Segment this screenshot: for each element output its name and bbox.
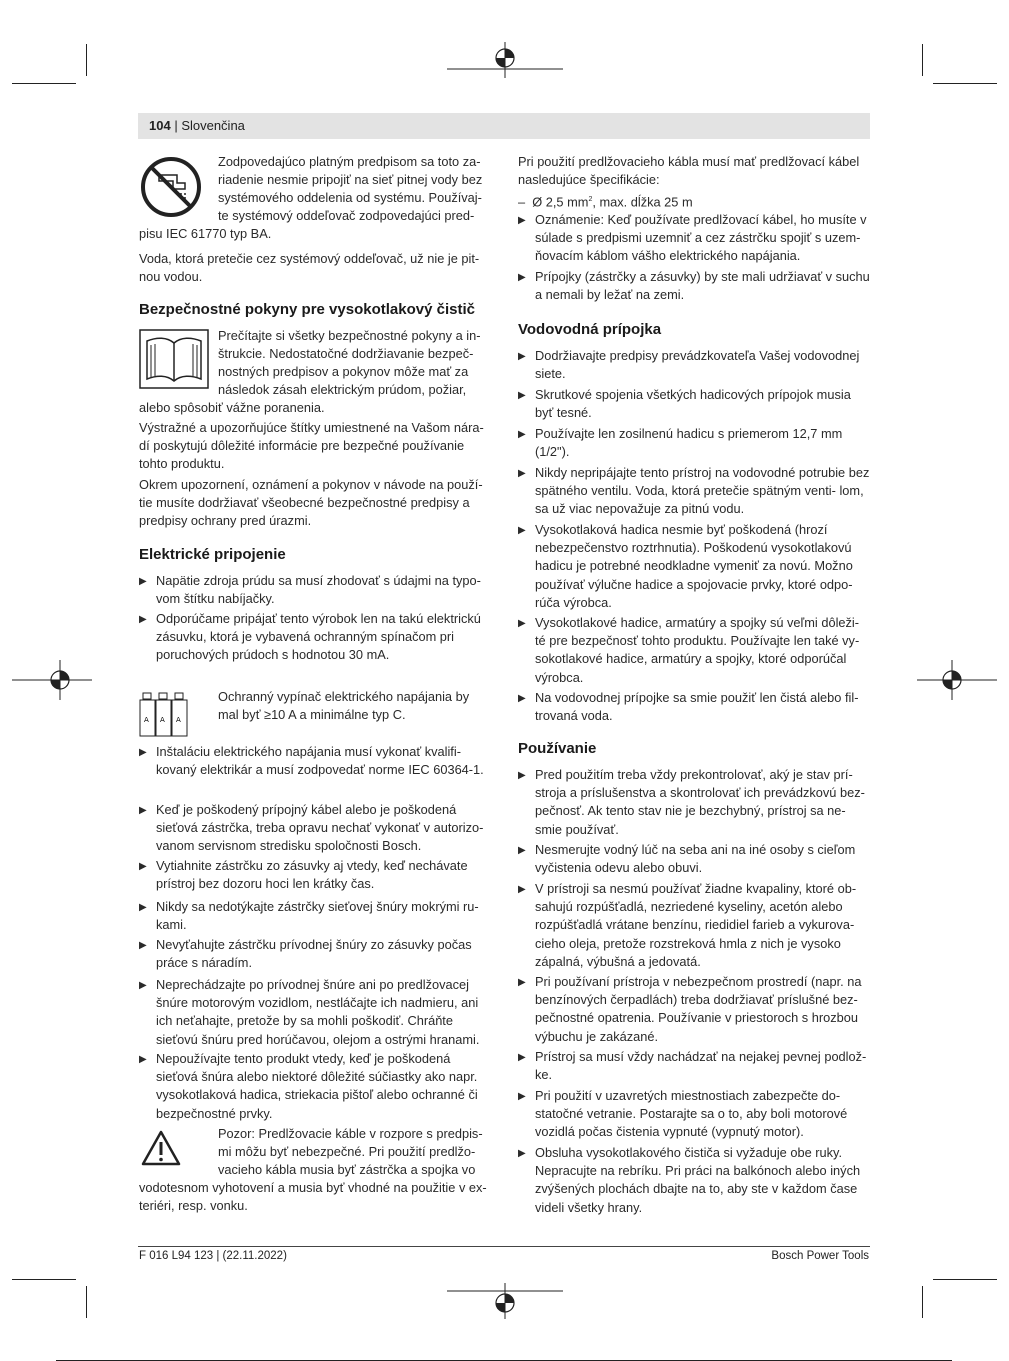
bullet-item: ▶ Pred použitím treba vždy prekontrolovať, aký je stav prí- stroja a príslušenstva a skontrolovať ich prevádzkovú bez- pečnosť. Ak tento stav nie je bezchybný, prístroj sa ne- smie používať. (518, 766, 870, 839)
bullet-item: ▶ Oznámenie: Keď používate predlžovací kábel, ho musíte v súlade s predpismi uzemniť a cez zástrčku spojiť s uzem- ňovacím káblom vášho elektrického napájania. (518, 211, 870, 266)
bullet-item: ▶ Na vodovodnej prípojke sa smie použiť len čistá alebo fil- trovaná voda. (518, 689, 870, 725)
bullet-item: ▶ Keď je poškodený prípojný kábel alebo je poškodená sieťová zástrčka, treba opravu nechať vykonať v autorizo- vanom servisnom stredisku spoločnosti Bosch. (139, 801, 491, 856)
bullet-item: ▶ Nepoužívajte tento produkt vtedy, keď je poškodená sieťová šnúra alebo niektoré dôležité súčiastky ako napr. vysokotlaková hadica, striekacia pištoľ alebo ochranné či bezpečnostné prvky. (139, 1050, 491, 1123)
breaker-label: A (160, 716, 165, 724)
crop-mark (933, 1279, 997, 1280)
labels-paragraph: Výstražné a upozorňujúce štítky umiestnené na Vašom nára- dí poskytujú dôležité informácie pre bezpečné používanie tohto produktu. (139, 420, 484, 472)
section-heading-water: Vodovodná prípojka (518, 321, 662, 338)
read-instructions-line: Prečítajte si všetky bezpečnostné pokyny a in- (218, 328, 481, 343)
warning-triangle-icon (141, 1130, 181, 1166)
bullet-item: ▶ Vytiahnite zástrčku zo zásuvky aj vtedy, keď nechávate prístroj bez dozoru hoci len krátky čas. (139, 857, 491, 893)
bullet-item: ▶ Obsluha vysokotlakového čističa si vyžaduje obe ruky. Nepracujte na rebríku. Pri práci na balkónoch alebo iných zvýšených plochách dbajte na to, aby ste v každom čase videli všetky hrany. (518, 1144, 870, 1217)
separator-water-paragraph: Voda, ktorá pretečie cez systémový oddeľovač, už nie je pit- nou vodou. (139, 251, 480, 285)
read-manual-icon (139, 329, 209, 389)
extension-cable-paragraph: Pri použití predlžovacieho kábla musí mať predlžovací kábel nasledujúce špecifikácie: (518, 154, 860, 188)
read-instructions-line: následok zásah elektrickým prúdom, požiar, (218, 382, 467, 397)
page-header: 104 | Slovenčina (149, 118, 245, 133)
footer-doc-id: F 016 L94 123 | (22.11.2022) (139, 1250, 287, 1262)
registration-mark-icon (12, 660, 92, 700)
bullet-item: ▶ Neprechádzajte po prívodnej šnúre ani po predlžovacej šnúre motorovým vozidlom, nestláčajte ich nadmieru, ani ich neťahajte, pretože by sa mohli poškodiť. Chráňte sieťovú šnúru pred horúčavou, olejom a ostrými hranami. (139, 976, 491, 1049)
circuit-breaker-icon (139, 692, 189, 738)
bullet-item: ▶ V prístroji sa nesmú používať žiadne kvapaliny, ktoré ob- sahujú rozpúšťadlá, nezriedené kyseliny, acetón alebo rozpúšťadlá vrátane benzínu, riedidiel farieb a vykurova- cieho oleja, pretože rozstreková hmla z nich je vysoko zápalná, výbušná a jedovatá. (518, 880, 870, 971)
read-instructions-line: alebo spôsobiť vážne poranenia. (139, 400, 325, 415)
no-drinking-water-connection-icon (139, 155, 203, 219)
crop-mark (933, 83, 997, 84)
breaker-label: A (176, 716, 181, 724)
section-heading-safety: Bezpečnostné pokyny pre vysokotlakový čistič (139, 301, 475, 318)
read-instructions-line: štrukcie. Nedostatočné dodržiavanie bezpeč- (218, 346, 474, 361)
bullet-item: ▶ Skrutkové spojenia všetkých hadicových prípojok musia byť tesné. (518, 386, 870, 422)
water-paragraph-line: systémového oddelenia od systému. Používaj- (218, 190, 482, 205)
footer-rule (138, 1246, 870, 1247)
water-paragraph-line: riadenie nesmie pripojiť na sieť pitnej vody bez (218, 172, 483, 187)
crop-mark (86, 44, 87, 76)
bullet-item: ▶ Inštaláciu elektrického napájania musí vykonať kvalifi- kovaný elektrikár a musí zodpovedať norme IEC 60364-1. (139, 743, 491, 779)
crop-mark (12, 1279, 76, 1280)
bullet-item: ▶ Vysokotlakové hadice, armatúry a spojky sú veľmi dôleži- té pre bezpečnosť tohto produktu. Používajte len také vy- sokotlakové hadice, armatúry a spojky, ktoré odporúčal výrobca. (518, 614, 870, 687)
section-heading-electric: Elektrické pripojenie (139, 546, 286, 563)
bullet-item: ▶ Pri použití v uzavretých miestnostiach zabezpečte do- statočné vetranie. Postarajte sa o to, aby boli motorové vozidlá počas čistenia vypnuté (vypnutý motor). (518, 1087, 870, 1142)
bullet-item: ▶ Nikdy nepripájajte tento prístroj na vodovodné potrubie bez spätného ventilu. Voda, ktorá pretečie spätným venti- lom, sa už viac nepovažuje za pitnú vodu. (518, 464, 870, 519)
registration-mark-icon (917, 660, 997, 700)
bullet-item: ▶ Nevyťahujte zástrčku prívodnej šnúry zo zásuvky počas práce s náradím. (139, 936, 491, 972)
warning-paragraph-line: mi môžu byť nebezpečné. Pri použití predlžo- (218, 1144, 476, 1159)
cable-spec-text-end: , max. dĺžka 25 m (592, 194, 693, 210)
warning-paragraph-line: vodotesnom vyhotovení a musia byť vhodné na použitie v ex- teriéri, resp. vonku. (139, 1180, 487, 1214)
section-heading-use: Používanie (518, 740, 597, 757)
dash-marker: – (518, 194, 526, 210)
general-rules-paragraph: Okrem upozornení, oznámení a pokynov v návode na použí- tie musíte dodržiavať všeobecné bezpečnostné predpisy a predpisy ochrany pred úrazmi. (139, 477, 483, 529)
warning-paragraph-line: vacieho kábla musia byť zástrčka a spojka vo (218, 1162, 476, 1177)
crop-mark (12, 83, 76, 84)
page-number: 104 (149, 118, 171, 133)
cable-spec-superscript: 2 (588, 196, 593, 203)
water-paragraph-line: Zodpovedajúco platným predpisom sa toto za- (218, 154, 481, 169)
crop-mark (922, 44, 923, 76)
crop-mark (922, 1286, 923, 1318)
bullet-item: ▶ Prípojky (zástrčky a zásuvky) by ste mali udržiavať v suchu a nemali by ležať na zemi. (518, 268, 870, 304)
registration-mark-icon (447, 42, 563, 78)
bullet-item: ▶ Nikdy sa nedotýkajte zástrčky sieťovej šnúry mokrými ru- kami. (139, 898, 491, 934)
read-instructions-line: nostných predpisov a pokynov môže mať za (218, 364, 469, 379)
bullet-item: ▶ Používajte len zosilnenú hadicu s priemerom 12,7 mm (1/2"). (518, 425, 870, 461)
water-paragraph-line: pisu IEC 61770 typ BA. (139, 226, 272, 241)
dash-list-item (518, 191, 693, 211)
bullet-item: ▶ Pri používaní prístroja v nebezpečnom prostredí (napr. na benzínových čerpadlách) treba dodržiavať príslušné bez- pečnostné opatrenia. Používanie v priestoroch s hrozbou výbuchu je zakázané. (518, 973, 870, 1046)
registration-mark-icon (447, 1283, 563, 1319)
bullet-item: ▶ Napätie zdroja prúdu sa musí zhodovať s údajmi na typo- vom štítku nabíjačky. (139, 572, 491, 608)
breaker-label: A (144, 716, 149, 724)
breaker-paragraph-line: mal byť ≥10 A a minimálne typ C. (218, 707, 406, 722)
water-paragraph-line: te systémový oddeľovač zodpovedajúci pred- (218, 208, 475, 223)
cable-spec-text: Ø 2,5 mm (532, 194, 589, 210)
bullet-item: ▶ Nesmerujte vodný lúč na seba ani na iné osoby s cieľom vyčistenia odevu alebo obuvi. (518, 841, 870, 877)
bullet-item: ▶ Prístroj sa musí vždy nachádzať na nejakej pevnej podlož- ke. (518, 1048, 870, 1084)
breaker-paragraph-line: Ochranný vypínač elektrického napájania by (218, 689, 470, 704)
bullet-item: ▶ Dodržiavajte predpisy prevádzkovateľa Vašej vodovodnej siete. (518, 347, 870, 383)
language-label: Slovenčina (181, 118, 245, 133)
crop-mark (86, 1286, 87, 1318)
bullet-item: ▶ Vysokotlaková hadica nesmie byť poškodená (hrozí nebezpečenstvo roztrhnutia). Poškodenú vysokotlakovú hadicu je potrebné neodkladne vymeniť za novú. Možno používať výlučne hadice a spojovacie prvky, ktoré odpo- rúča výrobca. (518, 521, 870, 612)
page-header-bar (138, 113, 870, 139)
warning-paragraph-line: Pozor: Predlžovacie káble v rozpore s predpis- (218, 1126, 483, 1141)
bullet-item: ▶ Odporúčame pripájať tento výrobok len na takú elektrickú zásuvku, ktorá je vybavená ochranným spínačom pri poruchových prúdoch s hodnotou 30 mA. (139, 610, 491, 665)
footer-brand: Bosch Power Tools (771, 1250, 869, 1262)
